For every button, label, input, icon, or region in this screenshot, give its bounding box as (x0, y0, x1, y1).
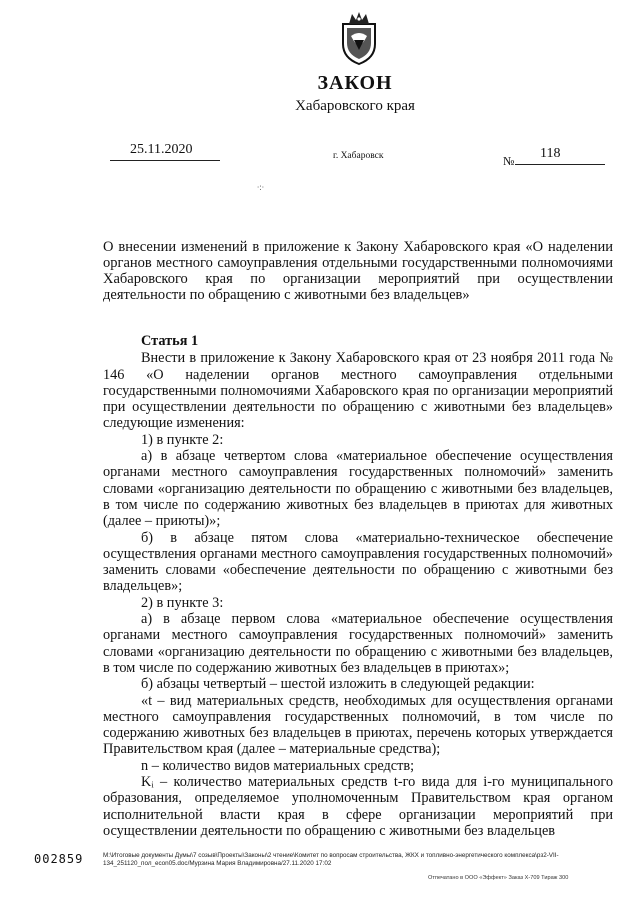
document-city: г. Хабаровск (333, 151, 384, 161)
date-underline (110, 160, 220, 161)
paragraph: б) абзацы четвертый – шестой изложить в следующей редакции: (141, 676, 535, 693)
document-number: 118 (540, 146, 561, 161)
document-date: 25.11.2020 (130, 142, 193, 157)
paragraph: Kᵢ – количество материальных средств t-го вида для i-го муниципального образования, определяемое уполномоченным Правительством края органом исполнительной власти края в сфере организации мероприятий при осуществлении деятельности по обращению с животными без владельцев (103, 774, 613, 839)
paragraph: 2) в пункте 3: (141, 594, 224, 611)
article-title: Статья 1 (141, 333, 199, 349)
law-heading: О внесении изменений в приложение к Закону Хабаровского края «О наделении органов местного самоуправления отдельными государственными полномочиями Хабаровского края по организации мероприятий при осуществлении деятельности по обращению с животными без владельцев» (103, 239, 613, 303)
document-subtitle: Хабаровского края (295, 98, 415, 114)
printer-imprint: Отпечатано в ООО «Эффект» Заказ X-709 Тираж 300 (428, 875, 569, 881)
law-body (103, 333, 613, 839)
registration-stamp-number: 002859 (34, 852, 84, 866)
coat-of-arms-icon (337, 10, 381, 66)
paragraph: 1) в пункте 2: (141, 431, 224, 448)
paragraph: Внести в приложение к Закону Хабаровского края от 23 ноября 2011 года № 146 «О наделении органов местного самоуправления отдельными государственными полномочиями Хабаровского края по организации мероприятий при осуществлении деятельности по обращению с животными без владельцев» следующие изменения: (103, 350, 613, 432)
number-sign: № (503, 154, 515, 168)
document-title: ЗАКОН (317, 72, 393, 94)
file-path-footer: М:\Итоговые документы Думы\7 созыв\Проекты\Законы\2 чтение\Комитет по вопросам строительства, ЖКХ и топливно-энергетического комплекса\рз2-VII-134_251120_пол_econ05.doc/Мурзина Мария Владимировна/27.11.2020 17:02 (103, 852, 559, 867)
paragraph: а) в абзаце четвертом слова «материальное обеспечение осуществления органами местного самоуправления государственных полномочий» заменить словами «организацию деятельности по обращению с животными без владельцев, в том числе по содержанию животных без владельцев в приютах для животных (далее – приюты)»; (103, 448, 613, 530)
paragraph: б) в абзаце пятом слова «материально-техническое обеспечение осуществления органами местного самоуправления государственных полномочий» заменить словами «обеспечение деятельности по обращению с животными без владельцев»; (103, 529, 613, 595)
paragraph: а) в абзаце первом слова «материальное обеспечение осуществления органами местного самоуправления государственных полномочий» заменить словами «организацию деятельности по обращению с животными без владельцев, в том числе по содержанию животных без владельцев в приютах»; (103, 611, 613, 676)
number-underline (515, 164, 605, 165)
paragraph: n – количество видов материальных средств; (141, 757, 415, 774)
scan-speck: ∙:∙ (257, 182, 265, 192)
paragraph: «t – вид материальных средств, необходимых для осуществления органами местного самоуправления государственных полномочий, в том числе по содержанию животных без владельцев в приютах, перечень которых утверждается Правительством края (далее – материальные средства); (103, 692, 613, 758)
